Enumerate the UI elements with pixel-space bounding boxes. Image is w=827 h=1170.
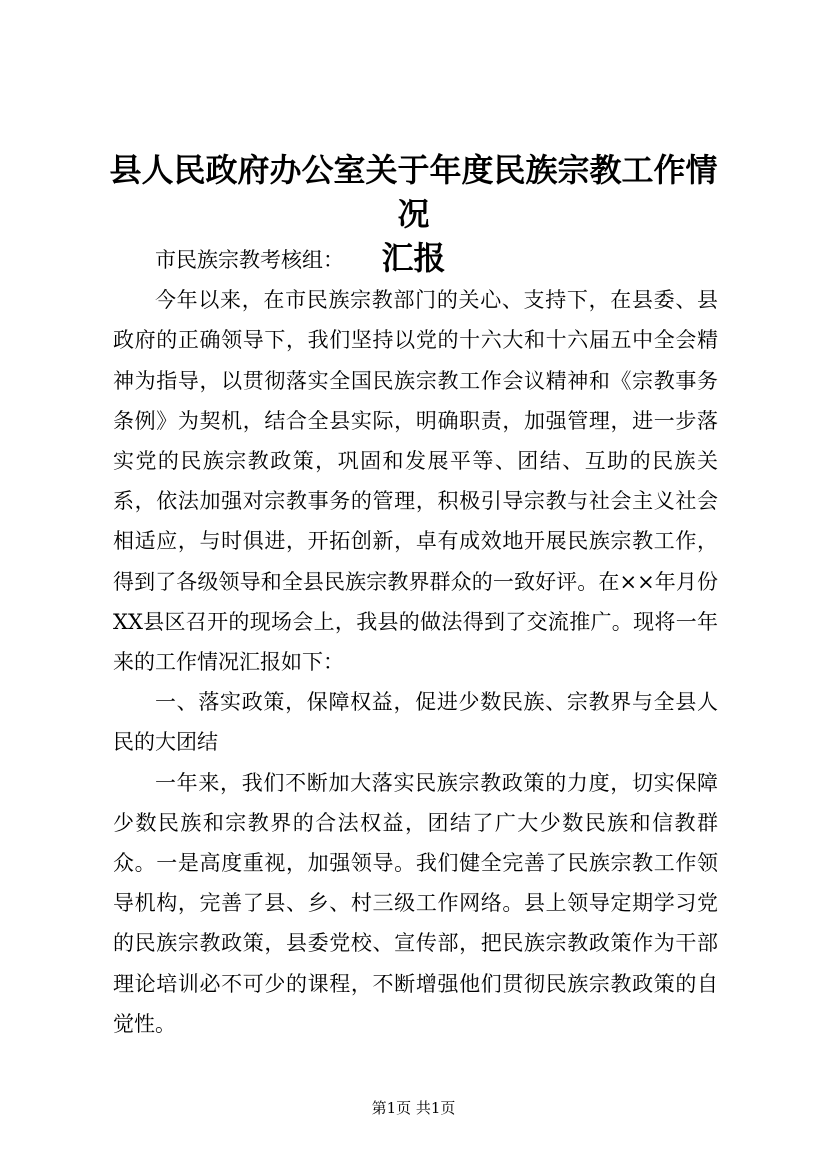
document-body bbox=[113, 240, 718, 1044]
paragraph-intro: 今年以来，在市民族宗教部门的关心、支持下，在县委、县政府的正确领导下，我们坚持以党的十六大和十六届五中全会精神为指导，以贯彻落实全国民族宗教工作会议精神和《宗教事务条例》为契机，结合全县实际，明确职责，加强管理，进一步落实党的民族宗教政策，巩固和发展平等、团结、互助的民族关系，依法加强对宗教事务的管理，积极引导宗教与社会主义社会相适应，与时俱进，开拓创新，卓有成效地开展民族宗教工作，得到了各级领导和全县民族宗教界群众的一致好评。在××年月份XX县区召开的现场会上，我县的做法得到了交流推广。现将一年来的工作情况汇报如下： bbox=[113, 288, 718, 675]
title-line-2: 汇报 bbox=[381, 239, 446, 277]
paragraph-section-1: 一年来，我们不断加大落实民族宗教政策的力度，切实保障少数民族和宗教界的合法权益，团结了广大少数民族和信教群众。一是高度重视，加强领导。我们健全完善了民族宗教工作领导机构，完善了县、乡、村三级工作网络。县上领导定期学习党的民族宗教政策，县委党校、宣传部，把民族宗教政策作为干部理论培训必不可少的课程，不断增强他们贯彻民族宗教政策的自觉性。 bbox=[113, 770, 718, 1036]
page-footer: 第1页 共1页 bbox=[371, 1099, 456, 1117]
title-line-1: 县人民政府办公室关于年度民族宗教工作情况 bbox=[109, 151, 718, 233]
section-heading-1: 一、落实政策，保障权益，促进少数民族、宗教界与全县人民的大团结 bbox=[113, 690, 718, 755]
salutation: 市民族宗教考核组： bbox=[155, 248, 344, 272]
